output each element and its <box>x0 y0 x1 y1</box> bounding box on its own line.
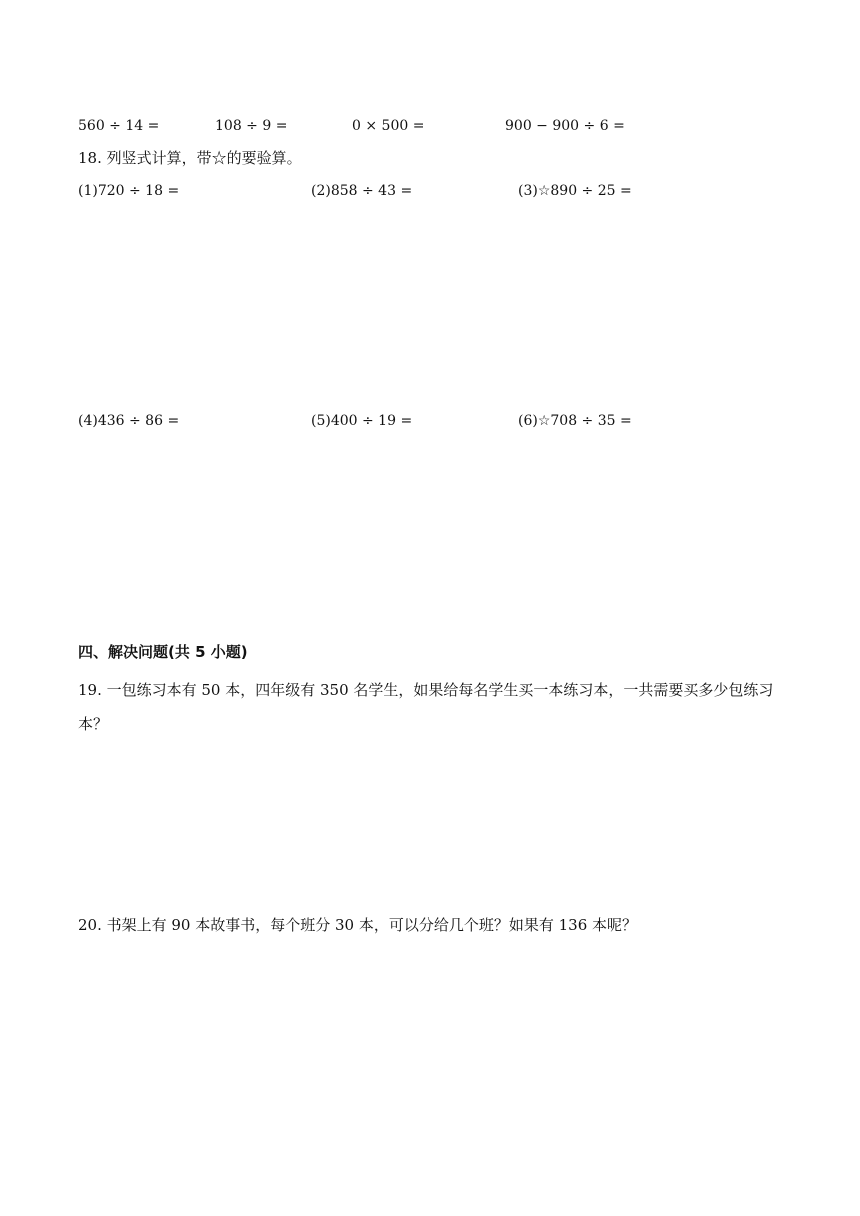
section-4-heading: 四、解决问题(共 5 小题) <box>78 643 248 661</box>
question-18-item-1: (1)720 ÷ 18 = <box>78 183 180 199</box>
question-18-item-4: (4)436 ÷ 86 = <box>78 413 180 429</box>
question-18-title: 18. 列竖式计算，带☆的要验算。 <box>78 149 302 167</box>
oral-expression-1: 560 ÷ 14 = <box>78 118 160 134</box>
question-18-item-5: (5)400 ÷ 19 = <box>311 413 413 429</box>
question-19-text: 19. 一包练习本有 50 本，四年级有 350 名学生，如果给每名学生买一本练习本，一共需要买多少包练习本？ <box>78 681 774 733</box>
question-18-item-2: (2)858 ÷ 43 = <box>311 183 413 199</box>
oral-expression-3: 0 × 500 = <box>352 118 425 134</box>
question-18-item-6: (6)☆708 ÷ 35 = <box>518 413 632 429</box>
oral-expression-2: 108 ÷ 9 = <box>215 118 288 134</box>
question-20-text: 20. 书架上有 90 本故事书，每个班分 30 本，可以分给几个班？如果有 136 本呢？ <box>78 916 638 934</box>
question-18-item-3: (3)☆890 ÷ 25 = <box>518 183 632 199</box>
oral-expression-4: 900 − 900 ÷ 6 = <box>505 118 625 134</box>
